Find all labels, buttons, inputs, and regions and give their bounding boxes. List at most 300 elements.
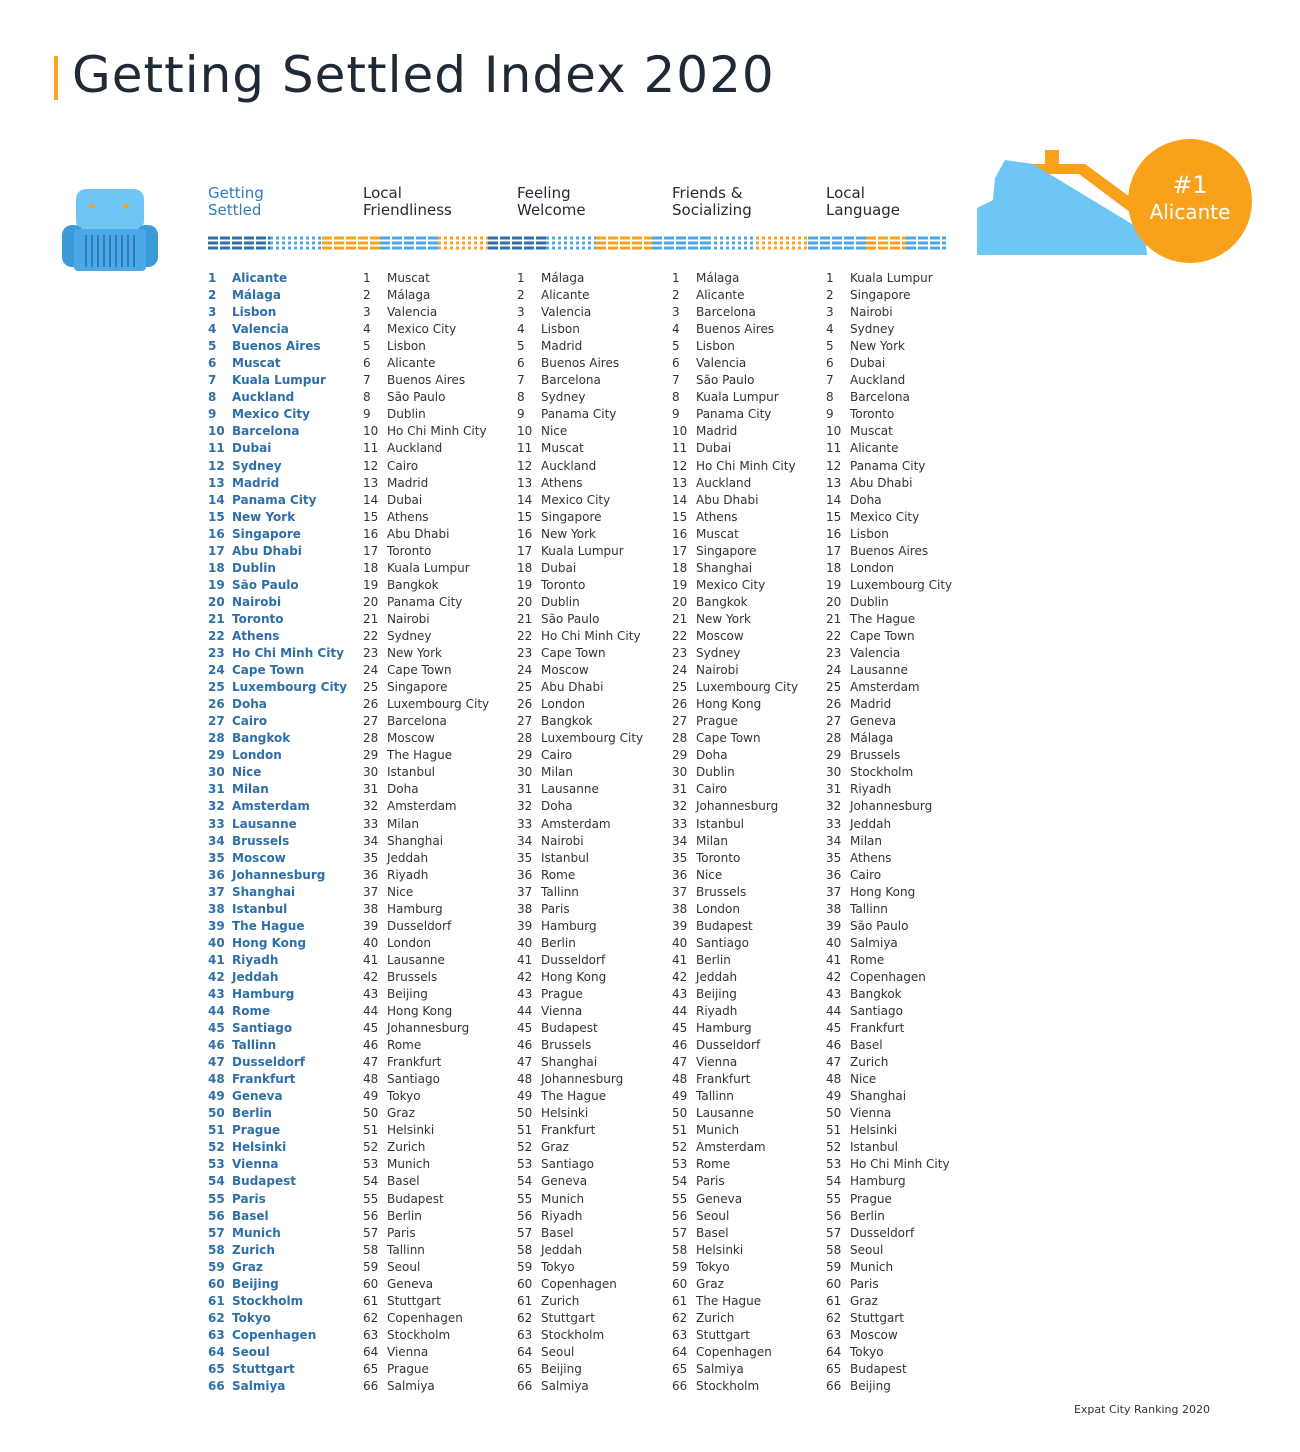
rank-number: 20 — [208, 594, 225, 609]
city-name: Santiago — [387, 1072, 440, 1087]
list-item — [517, 1361, 643, 1378]
rank-number: 25 — [363, 680, 379, 695]
rank-number: 36 — [826, 867, 842, 882]
list-item — [208, 509, 347, 526]
city-name: Mexico City — [696, 577, 766, 592]
rank-number: 13 — [826, 475, 842, 490]
list-item — [826, 1037, 952, 1054]
city-name: Hong Kong — [541, 969, 607, 984]
list-item — [517, 560, 643, 577]
rank-number: 26 — [517, 697, 533, 712]
list-item — [208, 1310, 347, 1327]
city-name: Seoul — [696, 1208, 730, 1223]
rank-number: 32 — [826, 799, 842, 814]
list-item — [826, 1344, 952, 1361]
list-item — [672, 270, 798, 287]
city-name: Milan — [232, 782, 269, 797]
rank-number: 20 — [826, 594, 842, 609]
list-item — [826, 304, 952, 321]
city-name: Brussels — [232, 833, 290, 848]
city-name: Panama City — [232, 492, 317, 507]
list-item — [208, 1344, 347, 1361]
rank-number: 48 — [672, 1072, 688, 1087]
list-item — [517, 1105, 643, 1122]
rank-number: 24 — [517, 663, 533, 678]
rank-number: 57 — [517, 1225, 533, 1240]
ranking-column-getting-settled — [208, 270, 347, 1395]
rank-number: 10 — [363, 424, 379, 439]
list-item — [672, 1378, 798, 1395]
list-item — [672, 338, 798, 355]
rank-number: 14 — [517, 492, 533, 507]
city-name: Cairo — [696, 782, 728, 797]
rank-number: 42 — [672, 969, 688, 984]
city-name: Istanbul — [850, 1140, 899, 1155]
list-item — [517, 509, 643, 526]
city-name: Rome — [850, 952, 885, 967]
city-name: Ho Chi Minh City — [387, 424, 487, 439]
rank-number: 12 — [826, 458, 842, 473]
rank-number: 4 — [363, 322, 371, 337]
rank-number: 16 — [208, 526, 225, 541]
rank-number: 65 — [517, 1362, 533, 1376]
list-item — [363, 1037, 489, 1054]
list-item — [208, 321, 347, 338]
city-name: Amsterdam — [232, 799, 310, 814]
city-name: Dublin — [541, 594, 580, 609]
city-name: Luxembourg City — [387, 697, 490, 712]
list-item — [208, 1225, 347, 1242]
list-item — [826, 509, 952, 526]
city-name: Jeddah — [541, 1242, 583, 1257]
city-name: Dusseldorf — [387, 918, 452, 933]
list-item — [363, 1105, 489, 1122]
ranking-column-friends-socializing — [672, 270, 798, 1395]
list-item — [363, 287, 489, 304]
list-item — [672, 969, 798, 986]
city-name: Riyadh — [850, 782, 892, 797]
list-item — [517, 1020, 643, 1037]
rank-number: 56 — [208, 1208, 225, 1223]
city-name: Auckland — [541, 458, 597, 473]
rank-number: 9 — [517, 407, 525, 422]
city-name: Dusseldorf — [541, 952, 606, 967]
city-name: Lausanne — [696, 1106, 754, 1121]
city-name: Hamburg — [541, 918, 597, 933]
list-item — [517, 901, 643, 918]
rank-number: 24 — [672, 663, 688, 678]
rank-number: 52 — [517, 1140, 533, 1155]
rank-number: 64 — [672, 1344, 688, 1359]
city-name: Lisbon — [696, 339, 735, 354]
rank-number: 10 — [517, 424, 533, 439]
list-item — [363, 492, 489, 509]
rank-number: 44 — [363, 1004, 379, 1019]
rank-number: 66 — [826, 1379, 842, 1394]
city-name: Toronto — [387, 543, 432, 558]
city-name: Dubai — [232, 441, 272, 456]
title-accent-bar — [54, 56, 58, 100]
rank-number: 46 — [517, 1038, 533, 1053]
list-item — [208, 1088, 347, 1105]
rank-number: 54 — [363, 1174, 379, 1189]
list-item — [672, 1003, 798, 1020]
list-item — [208, 1208, 347, 1225]
city-name: Dubai — [696, 441, 732, 456]
rank-number: 1 — [517, 271, 525, 285]
list-item — [672, 543, 798, 560]
city-name: Toronto — [696, 850, 741, 865]
city-name: Singapore — [387, 680, 448, 695]
list-item — [363, 594, 489, 611]
ranking-column-local-friendliness — [363, 270, 489, 1395]
city-name: New York — [541, 526, 596, 541]
city-name: Tallinn — [696, 1089, 734, 1104]
rank-number: 8 — [517, 390, 525, 405]
rank-number: 55 — [826, 1191, 842, 1206]
rank-number: 44 — [672, 1004, 688, 1019]
city-name: Frankfurt — [541, 1123, 596, 1138]
list-item — [517, 355, 643, 372]
rank-number: 13 — [208, 475, 225, 490]
list-item — [517, 713, 643, 730]
city-name: Bangkok — [232, 731, 291, 746]
city-name: Cairo — [232, 714, 268, 729]
list-item — [826, 798, 952, 815]
rank-number: 37 — [208, 884, 225, 899]
rank-number: 58 — [517, 1242, 533, 1257]
list-item — [517, 526, 643, 543]
list-item — [517, 1173, 643, 1190]
rank-number: 57 — [363, 1225, 379, 1240]
city-name: Barcelona — [541, 373, 601, 388]
rank-number: 34 — [363, 833, 379, 848]
city-name: Copenhagen — [696, 1344, 772, 1359]
rank-number: 21 — [672, 611, 688, 626]
list-item — [826, 1156, 952, 1173]
rank-number: 50 — [517, 1106, 533, 1121]
list-item — [363, 321, 489, 338]
city-name: Valencia — [696, 356, 747, 371]
city-name: Rome — [696, 1157, 731, 1172]
rank-number: 12 — [517, 458, 533, 473]
rank-number: 5 — [517, 339, 525, 354]
rank-number: 31 — [672, 782, 688, 797]
rank-number: 32 — [672, 799, 688, 814]
rank-number: 20 — [363, 594, 379, 609]
city-name: Kuala Lumpur — [387, 560, 470, 575]
list-item — [672, 1020, 798, 1037]
city-name: Berlin — [232, 1106, 272, 1121]
rank-number: 58 — [826, 1242, 842, 1257]
list-item — [208, 935, 347, 952]
city-name: The Hague — [387, 748, 453, 763]
rank-number: 14 — [672, 492, 688, 507]
list-item — [672, 287, 798, 304]
list-item — [826, 321, 952, 338]
rank-number: 4 — [672, 322, 680, 337]
rank-number: 18 — [208, 560, 225, 575]
rank-number: 43 — [363, 986, 379, 1001]
list-item — [826, 969, 952, 986]
city-name: Riyadh — [232, 952, 279, 967]
rank-number: 34 — [517, 833, 533, 848]
rank-badge — [1128, 139, 1252, 263]
city-name: Hong Kong — [232, 935, 307, 950]
list-item — [208, 1071, 347, 1088]
list-item — [208, 1327, 347, 1344]
list-item — [826, 372, 952, 389]
list-item — [208, 475, 347, 492]
rank-number: 25 — [208, 680, 225, 695]
rank-number: 17 — [672, 543, 688, 558]
rank-number: 2 — [672, 288, 680, 303]
city-name: Frankfurt — [696, 1072, 751, 1087]
rank-number: 32 — [208, 799, 225, 814]
list-item — [517, 1139, 643, 1156]
list-item — [672, 440, 798, 457]
list-item — [363, 577, 489, 594]
list-item — [208, 458, 347, 475]
city-name: Auckland — [387, 441, 443, 456]
list-item — [826, 475, 952, 492]
list-item — [826, 287, 952, 304]
list-item — [517, 372, 643, 389]
list-item — [517, 1259, 643, 1276]
list-item — [517, 1344, 643, 1361]
list-item — [826, 543, 952, 560]
rank-number: 46 — [672, 1038, 688, 1053]
rank-number: 11 — [517, 441, 533, 456]
header-line: Getting — [208, 184, 264, 202]
rank-number: 2 — [363, 288, 371, 303]
list-item — [517, 1378, 643, 1395]
list-item — [672, 935, 798, 952]
list-item — [672, 1208, 798, 1225]
list-item — [672, 560, 798, 577]
list-item — [363, 764, 489, 781]
rank-number: 65 — [363, 1362, 379, 1376]
city-name: Sydney — [541, 390, 586, 405]
list-item — [363, 1156, 489, 1173]
list-item — [363, 901, 489, 918]
list-item — [363, 475, 489, 492]
city-name: Alicante — [696, 288, 745, 303]
rank-number: 51 — [208, 1123, 225, 1138]
rank-number: 22 — [363, 628, 379, 643]
rank-number: 14 — [363, 492, 379, 507]
list-item — [208, 526, 347, 543]
rank-number: 20 — [672, 594, 688, 609]
city-name: London — [850, 560, 894, 575]
city-name: Moscow — [232, 850, 286, 865]
rank-number: 25 — [517, 680, 533, 695]
list-item — [826, 560, 952, 577]
city-name: Paris — [541, 901, 570, 916]
rank-number: 41 — [517, 952, 533, 967]
list-item — [672, 713, 798, 730]
city-name: Munich — [541, 1191, 585, 1206]
city-name: Alicante — [541, 288, 590, 303]
city-name: Abu Dhabi — [850, 475, 913, 490]
city-name: Munich — [232, 1225, 281, 1240]
list-item — [208, 577, 347, 594]
list-item — [363, 389, 489, 406]
rank-number: 49 — [363, 1089, 379, 1104]
rank-number: 28 — [363, 731, 379, 746]
rank-number: 47 — [672, 1055, 688, 1070]
rank-number: 44 — [826, 1004, 842, 1019]
list-item — [208, 611, 347, 628]
city-name: Sydney — [850, 322, 895, 337]
footer-source: Expat City Ranking 2020 — [1073, 1403, 1210, 1416]
city-name: Stuttgart — [541, 1310, 595, 1325]
list-item — [826, 1378, 952, 1395]
list-item — [672, 458, 798, 475]
list-item — [826, 1122, 952, 1139]
city-name: Buenos Aires — [696, 322, 775, 337]
rank-number: 58 — [363, 1242, 379, 1257]
rank-number: 51 — [672, 1123, 688, 1138]
rank-number: 41 — [363, 952, 379, 967]
city-name: Beijing — [696, 986, 737, 1001]
list-item — [826, 884, 952, 901]
rank-number: 29 — [208, 748, 225, 763]
list-item — [208, 594, 347, 611]
rank-number: 23 — [517, 646, 533, 661]
city-name: Singapore — [696, 543, 757, 558]
city-name: Jeddah — [232, 969, 279, 984]
city-name: Singapore — [850, 288, 911, 303]
rank-number: 21 — [363, 611, 379, 626]
list-item — [672, 1088, 798, 1105]
city-name: Lisbon — [850, 526, 889, 541]
list-item — [517, 1293, 643, 1310]
city-name: Sydney — [232, 458, 282, 473]
city-name: Basel — [387, 1174, 420, 1189]
list-item — [672, 406, 798, 423]
city-name: Madrid — [232, 475, 280, 490]
list-item — [826, 270, 952, 287]
list-item — [826, 679, 952, 696]
list-item — [517, 1225, 643, 1242]
city-name: Budapest — [541, 1021, 598, 1036]
list-item — [208, 1020, 347, 1037]
rank-number: 24 — [208, 663, 225, 678]
rank-number: 49 — [672, 1089, 688, 1104]
list-item — [208, 440, 347, 457]
city-name: Athens — [232, 628, 280, 643]
city-name: Milan — [696, 833, 728, 848]
rank-number: 16 — [517, 526, 533, 541]
city-name: Barcelona — [850, 390, 910, 405]
list-item — [517, 747, 643, 764]
rank-number: 64 — [517, 1344, 533, 1359]
list-item — [208, 1361, 347, 1378]
city-name: Bangkok — [696, 594, 748, 609]
list-item — [672, 304, 798, 321]
city-name: Rome — [541, 867, 576, 882]
rank-number: 3 — [826, 305, 834, 320]
list-item — [208, 850, 347, 867]
list-item — [672, 594, 798, 611]
city-name: Helsinki — [850, 1123, 898, 1138]
rank-number: 55 — [517, 1191, 533, 1206]
rank-number: 15 — [826, 509, 842, 524]
rank-number: 15 — [208, 509, 225, 524]
list-item — [826, 1361, 952, 1378]
rank-number: 28 — [826, 731, 842, 746]
list-item — [363, 1310, 489, 1327]
city-name: Sydney — [696, 646, 741, 661]
rank-number: 61 — [208, 1293, 225, 1308]
rank-number: 19 — [672, 577, 688, 592]
rank-number: 59 — [826, 1259, 842, 1274]
rank-number: 37 — [517, 884, 533, 899]
rank-number: 15 — [517, 509, 533, 524]
list-item — [208, 406, 347, 423]
city-name: Tokyo — [696, 1259, 730, 1274]
list-item — [517, 389, 643, 406]
list-item — [208, 764, 347, 781]
city-name: Beijing — [541, 1362, 582, 1376]
city-name: Stuttgart — [232, 1362, 295, 1376]
city-name: Singapore — [232, 526, 301, 541]
city-name: Málaga — [696, 271, 740, 285]
list-item — [672, 372, 798, 389]
city-name: Helsinki — [696, 1242, 744, 1257]
city-name: Stockholm — [696, 1379, 760, 1394]
rank-number: 29 — [363, 748, 379, 763]
rank-number: 55 — [208, 1191, 225, 1206]
list-item — [826, 986, 952, 1003]
city-name: Rome — [387, 1038, 422, 1053]
badge-rank: #1 — [1172, 171, 1208, 199]
city-name: New York — [850, 339, 905, 354]
list-item — [826, 423, 952, 440]
list-item — [826, 406, 952, 423]
list-item — [517, 1242, 643, 1259]
list-item — [826, 781, 952, 798]
city-name: Frankfurt — [232, 1072, 296, 1087]
city-name: Muscat — [232, 356, 281, 371]
city-name: Ho Chi Minh City — [850, 1157, 950, 1172]
rank-number: 62 — [672, 1310, 688, 1325]
rank-number: 65 — [672, 1362, 688, 1376]
list-item — [826, 1259, 952, 1276]
list-item — [672, 918, 798, 935]
rank-number: 25 — [672, 680, 688, 695]
list-item — [826, 833, 952, 850]
city-name: Berlin — [541, 935, 576, 950]
city-name: Nice — [541, 424, 568, 439]
rank-number: 61 — [826, 1293, 842, 1308]
rank-number: 30 — [208, 765, 225, 780]
list-item — [363, 1225, 489, 1242]
city-name: Luxembourg City — [696, 680, 799, 695]
list-item — [672, 1191, 798, 1208]
list-item — [826, 1310, 952, 1327]
rank-number: 35 — [517, 850, 533, 865]
list-item — [208, 969, 347, 986]
city-name: Doha — [696, 748, 728, 763]
rank-number: 61 — [517, 1293, 533, 1308]
rank-number: 28 — [517, 731, 533, 746]
city-name: The Hague — [696, 1293, 762, 1308]
city-name: Shanghai — [850, 1089, 907, 1104]
rank-number: 22 — [517, 628, 533, 643]
rank-number: 48 — [826, 1072, 842, 1087]
